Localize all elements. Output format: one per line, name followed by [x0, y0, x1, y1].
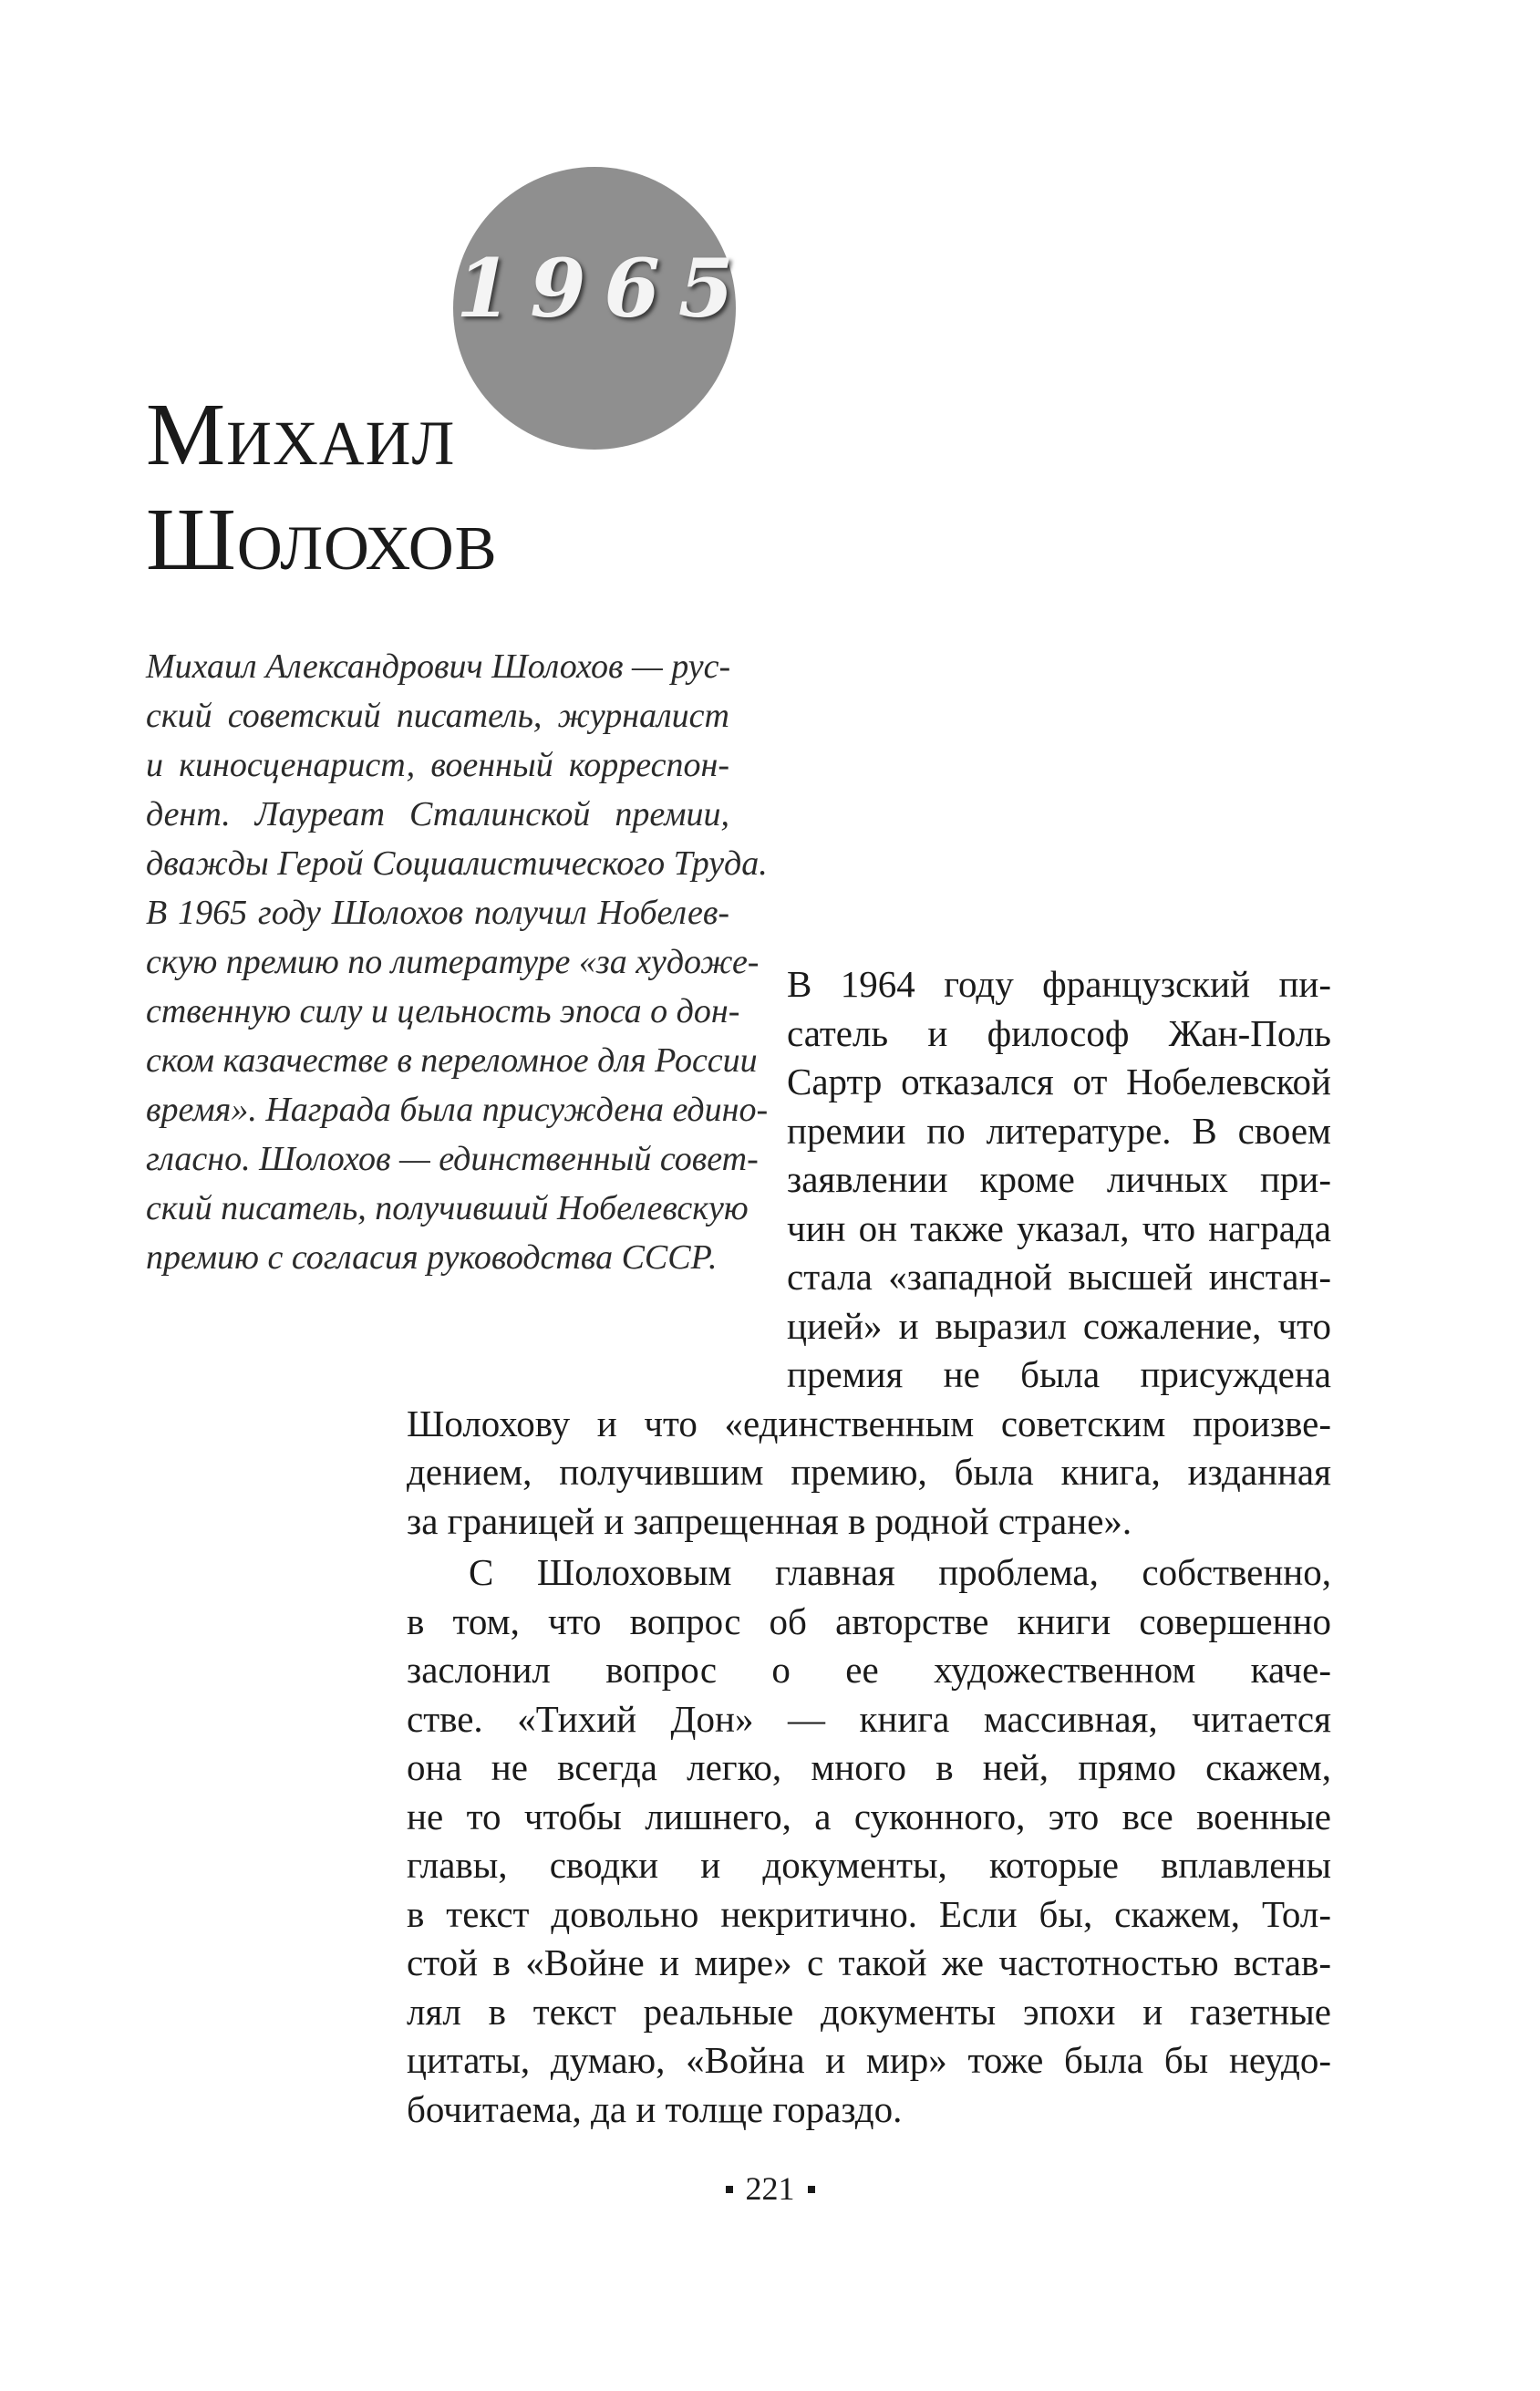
body-line: чин он также указал, что награда	[787, 1206, 1331, 1249]
body-line: стой в «Войне и мире» с такой же частотностью встав-	[407, 1941, 1331, 1983]
bio-line: В 1965 году Шолохов получил Нобелев-	[146, 894, 729, 932]
body-line: она не всегда легко, много в ней, прямо скажем,	[407, 1746, 1331, 1788]
body-line: стве. «Тихий Дон» — книга массивная, читается	[407, 1697, 1331, 1740]
body-line: в том, что вопрос об авторстве книги совершенно	[407, 1599, 1331, 1642]
body-line: главы, сводки и документы, которые вплавлены	[407, 1844, 1331, 1886]
bio-line: и киносценарист, военный корреспон-	[146, 746, 729, 784]
year-label: 1965	[456, 241, 752, 336]
page-footer	[0, 2169, 1540, 2208]
body-line: В 1964 году французский пи-	[787, 963, 1331, 1005]
body-line: лял в текст реальные документы эпохи и газетные	[407, 1990, 1331, 2033]
bio-line: ственную силу и цельность эпоса о дон-	[146, 992, 740, 1030]
body-line: С Шолоховым главная проблема, собственно,	[469, 1551, 1331, 1593]
bio-line: Михаил Александрович Шолохов — рус-	[146, 647, 731, 686]
body-line: не то чтобы лишнего, а суконного, это все военные	[407, 1795, 1331, 1837]
page-number: 221	[745, 2170, 795, 2207]
author-name-last: Шолохов	[146, 491, 498, 589]
bullet-right-icon	[808, 2186, 815, 2193]
body-line: стала «западной высшей инстан-	[787, 1256, 1331, 1298]
body-line: заявлении кроме личных при-	[787, 1158, 1331, 1200]
body-line: премии по литературе. В своем	[787, 1109, 1331, 1152]
body-line: дением, получившим премию, была книга, изданная	[407, 1451, 1331, 1493]
body-line: в текст довольно некритично. Если бы, скажем, Тол-	[407, 1892, 1331, 1935]
author-name-first: Михаил	[146, 386, 456, 484]
bullet-left-icon	[726, 2186, 733, 2193]
bio-line: премию с согласия руководства СССР.	[146, 1238, 718, 1277]
bio-line: ский советский писатель, журналист	[146, 697, 729, 735]
body-line: Сартр отказался от Нобелевской	[787, 1061, 1331, 1102]
body-line: цитаты, думаю, «Война и мир» тоже была бы неудо-	[407, 2039, 1331, 2081]
bio-line: ском казачестве в переломное для России	[146, 1041, 758, 1080]
bio-line: скую премию по литературе «за художе-	[146, 943, 760, 981]
body-line: цией» и выразил сожаление, что	[787, 1304, 1331, 1347]
body-paragraph-2	[407, 1548, 1331, 2134]
bio-line: дважды Герой Социалистического Труда.	[146, 844, 768, 883]
bio-line: время». Награда была присуждена едино-	[146, 1091, 769, 1129]
body-paragraph-1	[407, 960, 1331, 1546]
bio-line: гласно. Шолохов — единственный совет-	[146, 1140, 759, 1178]
body-line: заслонил вопрос о ее художественном каче-	[407, 1649, 1331, 1691]
bio-line: дент. Лауреат Сталинской премии,	[146, 795, 729, 833]
body-line: сатель и философ Жан-Поль	[787, 1011, 1331, 1054]
body-line: бочитаема, да и толще гораздо.	[407, 2087, 903, 2130]
body-line: Шолохову и что «единственным советским произве-	[407, 1402, 1331, 1444]
body-line: за границей и запрещенная в родной стране».	[407, 1499, 1132, 1542]
bio-line: ский писатель, получивший Нобелевскую	[146, 1189, 749, 1227]
body-line: премия не была присуждена	[787, 1353, 1331, 1395]
